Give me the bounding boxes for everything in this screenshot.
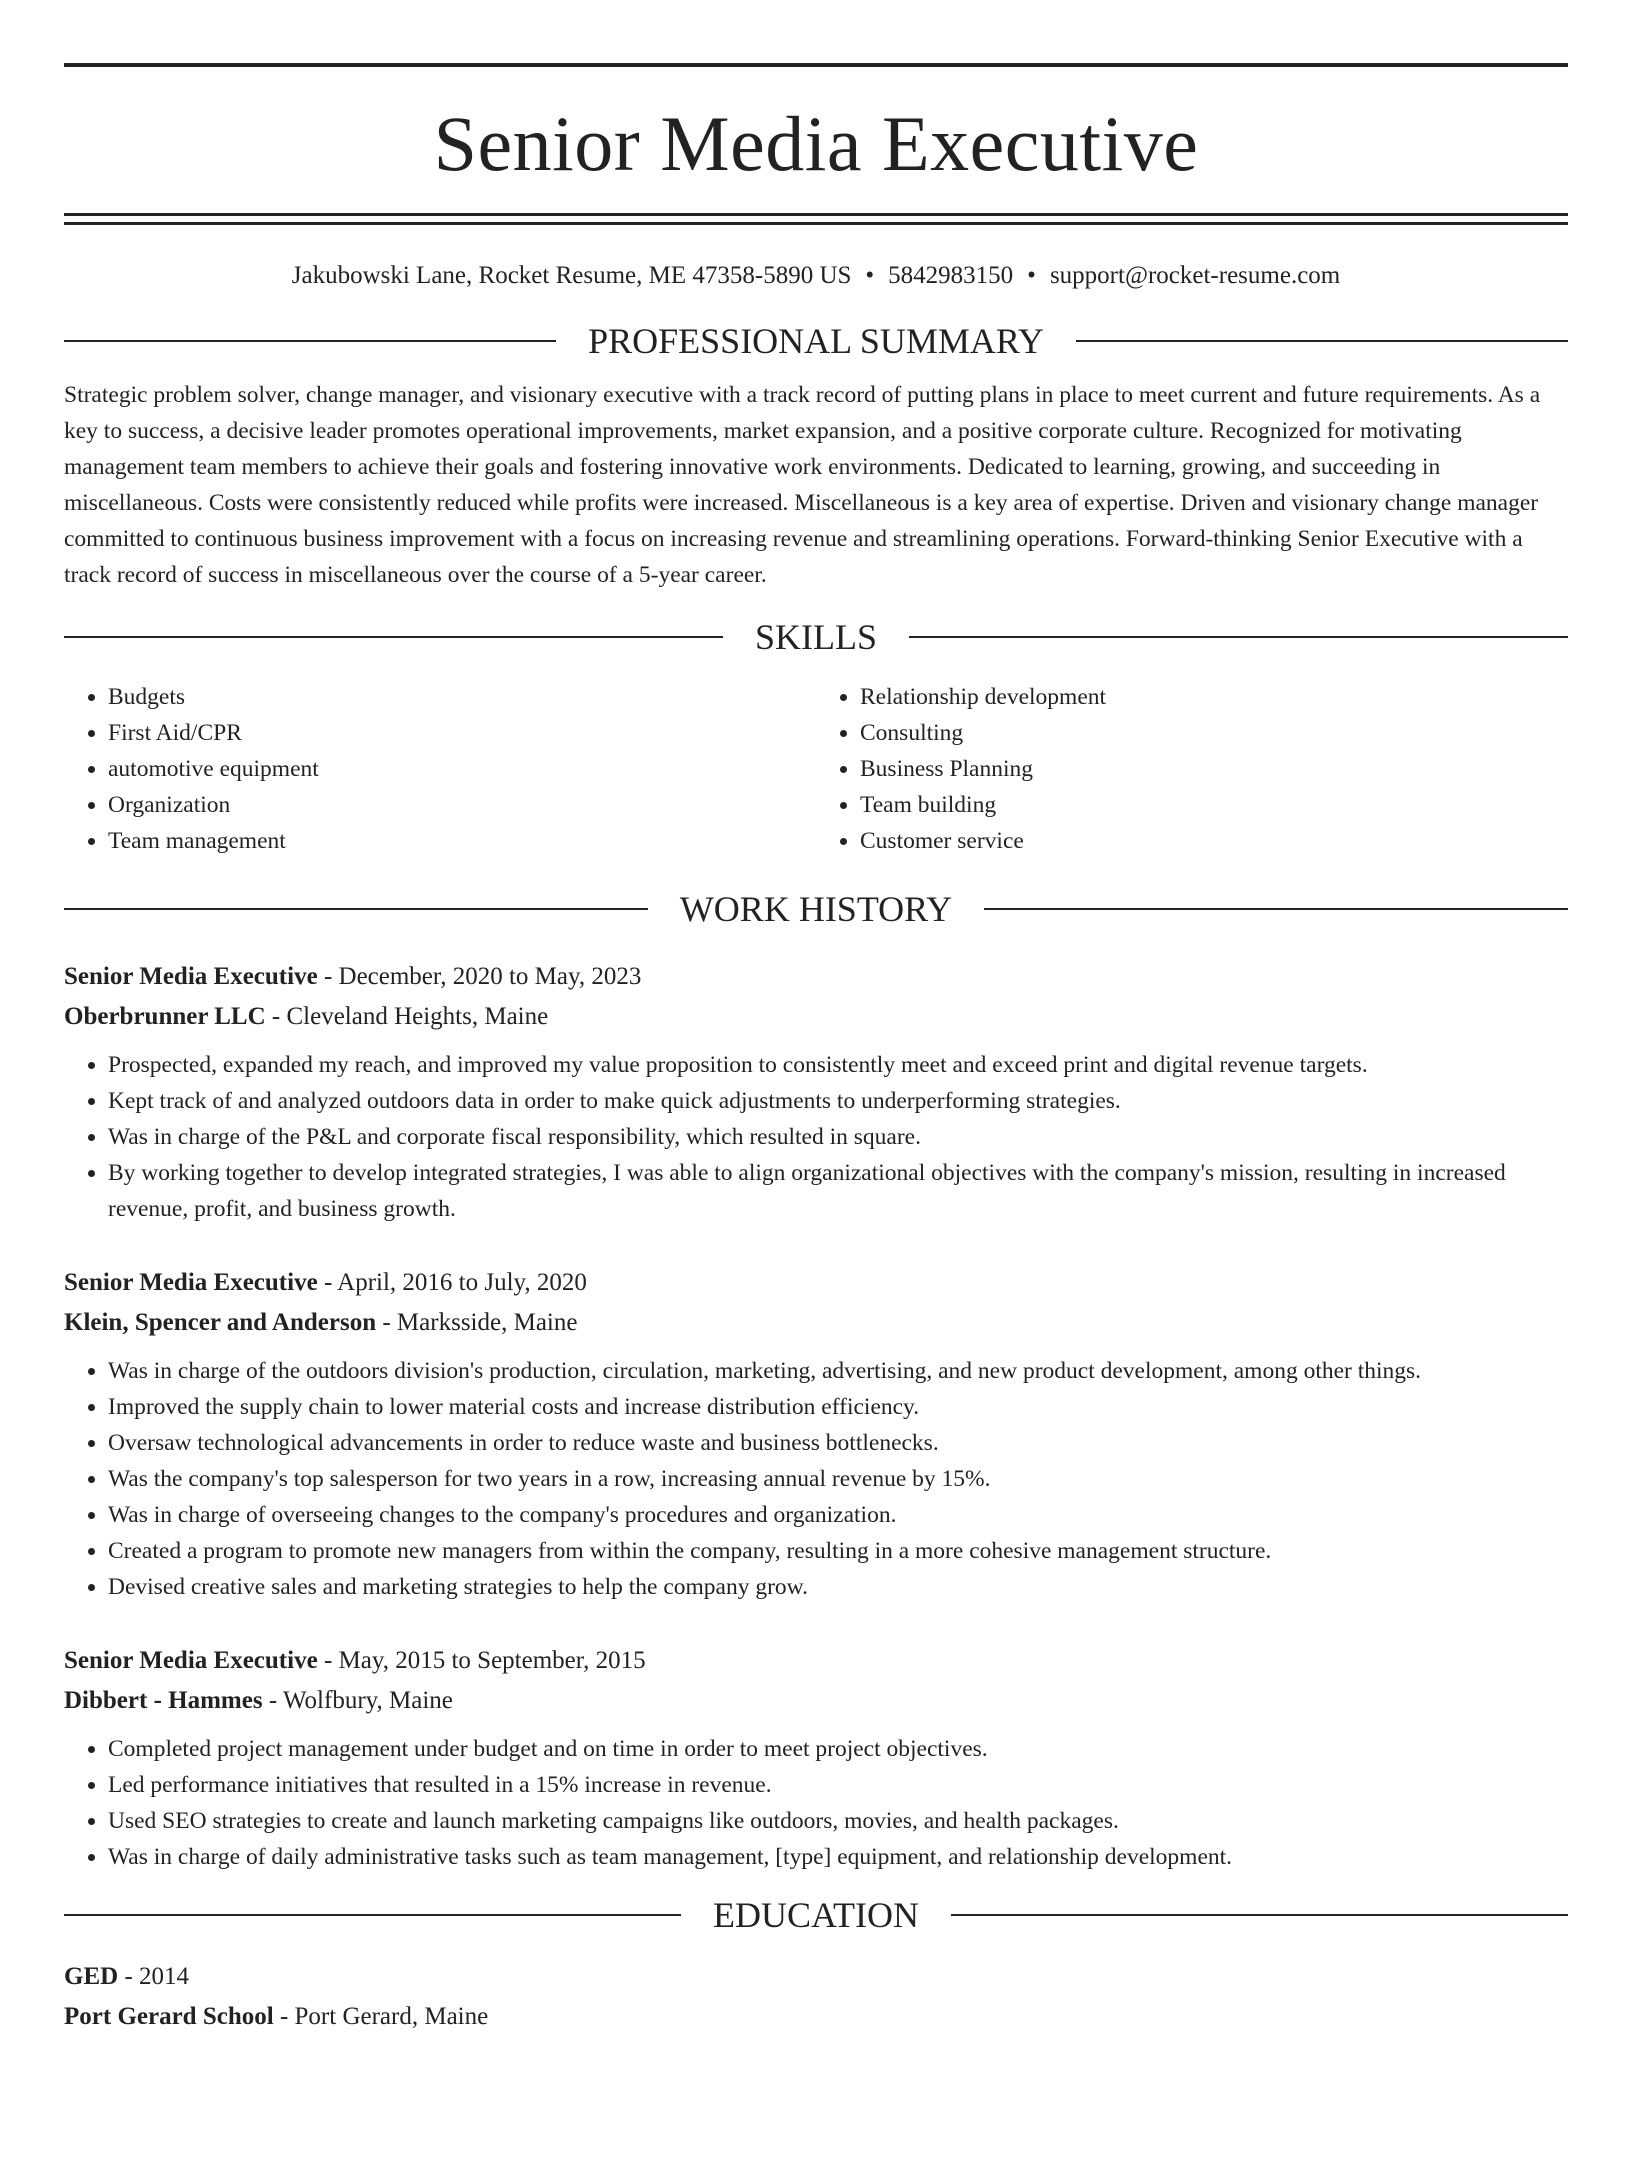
contact-phone: 5842983150 [888, 262, 1014, 289]
job-dates: - April, 2016 to July, 2020 [317, 1268, 587, 1296]
job-bullet: • Was the company's top salesperson for two years in a row, increasing annual revenue by 15%. [108, 1461, 1568, 1497]
job-bullets [64, 1353, 1568, 1605]
education-section-header [64, 1895, 1568, 1935]
job-company-line [64, 1681, 1568, 1721]
summary-section-header [64, 321, 1568, 361]
contact-separator: • [865, 262, 875, 289]
skills-list [64, 679, 1568, 859]
job-company: Klein, Spencer and Anderson [64, 1308, 377, 1336]
resume-page [0, 63, 1632, 2175]
work-section-title: WORK HISTORY [679, 888, 953, 929]
job-bullets [64, 1731, 1568, 1875]
skill-item: • Team building [860, 787, 1568, 823]
job-bullet: • Kept track of and analyzed outdoors data in order to make quick adjustments to underperforming strategies. [108, 1083, 1568, 1119]
job-company: Dibbert - Hammes [64, 1686, 263, 1714]
top-rule [64, 63, 1568, 67]
job-entry [64, 1263, 1568, 1605]
job-bullet: • Was in charge of overseeing changes to the company's procedures and organization. [108, 1497, 1568, 1533]
skill-item: • Business Planning [860, 751, 1568, 787]
job-title: Senior Media Executive [64, 962, 318, 990]
skills-column-right [816, 679, 1568, 859]
job-company-line [64, 1303, 1568, 1343]
job-location: - Wolfbury, Maine [262, 1686, 453, 1714]
job-title: Senior Media Executive [64, 1646, 318, 1674]
skill-item: • automotive equipment [108, 751, 816, 787]
skill-item: • Relationship development [860, 679, 1568, 715]
skill-item: • First Aid/CPR [108, 715, 816, 751]
contact-email: support@rocket-resume.com [1049, 262, 1341, 289]
work-section-header [64, 889, 1568, 929]
job-title-line [64, 1263, 1568, 1303]
job-title-line [64, 1641, 1568, 1681]
skills-section-header [64, 617, 1568, 657]
resume-name: Senior Media Executive [433, 100, 1199, 187]
job-bullet: • By working together to develop integrated strategies, I was able to align organizational objectives with the company's mission, resulting in increased revenue, profit, and business growth. [108, 1155, 1568, 1227]
job-bullet: • Was in charge of the P&L and corporate fiscal responsibility, which resulted in square. [108, 1119, 1568, 1155]
summary-text: Strategic problem solver, change manager, and visionary executive with a track record of putting plans in place to meet current and future requirements. As a key to success, a decisive leader promotes operational improvements, market expansion, and a positive corporate culture. Recognized for motivating management team members to achieve their goals and fostering innovative work environments. Dedicated to learning, growing, and succeeding in miscellaneous. Costs were consistently reduced while profits were increased. Miscellaneous is a key area of expertise. Driven and visionary change manager committed to continuous business improvement with a focus on increasing revenue and streamlining operations. Forward-thinking Senior Executive with a track record of success in miscellaneous over the course of a 5-year career. [64, 382, 1541, 588]
skills-column-left [64, 679, 816, 859]
job-bullet: • Created a program to promote new managers from within the company, resulting in a more cohesive management structure. [108, 1533, 1568, 1569]
job-bullet: • Used SEO strategies to create and launch marketing campaigns like outdoors, movies, and health packages. [108, 1803, 1568, 1839]
summary-section-title: PROFESSIONAL SUMMARY [588, 321, 1044, 361]
job-bullet: • Oversaw technological advancements in order to reduce waste and business bottlenecks. [108, 1425, 1568, 1461]
job-company-line [64, 997, 1568, 1037]
education-school-line [64, 1997, 1568, 2037]
education-degree: GED [64, 1962, 119, 1990]
job-bullets [64, 1047, 1568, 1227]
education-school: Port Gerard School [64, 2002, 274, 2030]
job-location: - Cleveland Heights, Maine [265, 1002, 549, 1030]
job-bullet: • Completed project management under budget and on time in order to meet project objectives. [108, 1731, 1568, 1767]
job-entry [64, 1641, 1568, 1875]
education-entry [64, 1957, 1568, 2037]
job-title: Senior Media Executive [64, 1268, 318, 1296]
contact-address: Jakubowski Lane, Rocket Resume, ME 47358-5890 US [291, 262, 852, 289]
skill-item: • Budgets [108, 679, 816, 715]
contact-separator: • [1027, 262, 1036, 289]
job-title-line [64, 957, 1568, 997]
job-bullet: • Was in charge of the outdoors division's production, circulation, marketing, advertising, and new product development, among other things. [108, 1353, 1568, 1389]
job-bullet: • Improved the supply chain to lower material costs and increase distribution efficiency. [108, 1389, 1568, 1425]
education-year: - 2014 [118, 1962, 190, 1990]
job-entry [64, 957, 1568, 1227]
skill-item: • Consulting [860, 715, 1568, 751]
skills-section-title: SKILLS [755, 616, 878, 657]
education-section-title: EDUCATION [713, 1894, 919, 1935]
job-bullet: • Prospected, expanded my reach, and improved my value proposition to consistently meet and exceed print and digital revenue targets. [108, 1047, 1568, 1083]
job-bullet: • Led performance initiatives that resulted in a 15% increase in revenue. [108, 1767, 1568, 1803]
job-company: Oberbrunner LLC [64, 1002, 266, 1030]
skill-item: • Organization [108, 787, 816, 823]
job-dates: - May, 2015 to September, 2015 [317, 1646, 646, 1674]
contact-line [64, 261, 1568, 291]
education-degree-line [64, 1957, 1568, 1997]
education-location: - Port Gerard, Maine [273, 2002, 489, 2030]
job-bullet: • Devised creative sales and marketing strategies to help the company grow. [108, 1569, 1568, 1605]
skill-item: • Team management [108, 823, 816, 859]
skill-item: • Customer service [860, 823, 1568, 859]
header-double-rule [64, 213, 1568, 225]
job-dates: - December, 2020 to May, 2023 [317, 962, 642, 990]
job-bullet: • Was in charge of daily administrative tasks such as team management, [type] equipment, and relationship development. [108, 1839, 1568, 1875]
job-location: - Marksside, Maine [376, 1308, 578, 1336]
